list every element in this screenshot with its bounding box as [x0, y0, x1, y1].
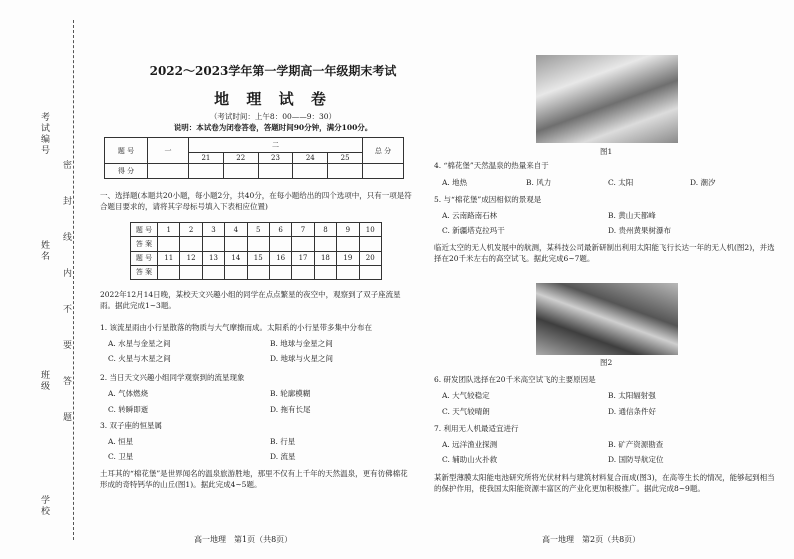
q4-option-c[interactable]: C. 太阳 — [608, 178, 634, 187]
binding-dash-line — [73, 20, 74, 540]
question-7: 7. 利用无人机最适宜进行 — [434, 424, 519, 433]
answer-qnum: 20 — [359, 251, 381, 265]
answer-cell[interactable] — [269, 265, 291, 279]
exam-title: 2022～2023学年第一学期高一年级期末考试 — [149, 64, 397, 78]
q7-option-c[interactable]: C. 辅助山火扑救 — [442, 455, 498, 464]
answer-qnum: 16 — [269, 251, 291, 265]
q3-option-b[interactable]: B. 行星 — [270, 437, 296, 446]
answer-cell[interactable] — [337, 265, 359, 279]
score-col: 23 — [258, 152, 293, 164]
answer-qnum: 18 — [314, 251, 336, 265]
answer-qnum: 14 — [225, 251, 247, 265]
answer-qnum: 10 — [359, 223, 381, 237]
exam-note: 说明：本试卷为闭卷答卷，答题时间90分钟，满分100分。 — [173, 123, 373, 132]
answer-qnum: 11 — [158, 251, 180, 265]
right-page-footer: 高一地理 第2页（共8页） — [542, 535, 641, 544]
answer-qnum: 5 — [247, 223, 269, 237]
answer-a-label: 答 案 — [131, 265, 158, 279]
answer-cell[interactable] — [202, 265, 224, 279]
question-4: 4. “棉花堡”天然温泉的热量来自于 — [434, 161, 549, 170]
q1-option-b[interactable]: B. 地球与金星之间 — [270, 339, 333, 348]
answer-cell[interactable] — [247, 265, 269, 279]
q1-option-c[interactable]: C. 火星与木星之间 — [108, 354, 171, 363]
answer-qnum: 4 — [225, 223, 247, 237]
answer-cell[interactable] — [180, 237, 202, 251]
q1-option-d[interactable]: D. 地球与火星之间 — [270, 354, 334, 363]
q2-option-d[interactable]: D. 拖有长尾 — [270, 405, 311, 414]
answer-a-label: 答 案 — [131, 237, 158, 251]
answer-cell[interactable] — [292, 237, 314, 251]
score-total: 总 分 — [363, 138, 404, 164]
q6-option-a[interactable]: A. 大气较稳定 — [442, 391, 490, 400]
q6-option-d[interactable]: D. 通信条件好 — [608, 407, 657, 416]
score-cell[interactable] — [293, 164, 328, 179]
seal-word: 密 — [61, 160, 71, 169]
answer-cell[interactable] — [359, 237, 381, 251]
answer-qnum: 13 — [202, 251, 224, 265]
figure-1-caption: 图1 — [600, 147, 613, 156]
question-3: 3. 双子座的恒星属 — [100, 421, 163, 430]
score-cell[interactable] — [258, 164, 293, 179]
score-cell[interactable] — [328, 164, 363, 179]
score-row2-label: 得 分 — [105, 164, 148, 179]
subject-title: 地 理 试 卷 — [214, 90, 332, 108]
answer-cell[interactable] — [292, 265, 314, 279]
question-5: 5. 与“棉花堡”成因相似的景观是 — [434, 195, 542, 204]
answer-cell[interactable] — [314, 237, 336, 251]
score-part1: 一 — [148, 138, 189, 164]
section1-intro: 一、选择题(本题共20小题，每小题2分，共40分，在每小题给出的四个选项中，只有一项是符合题目要求的，请将其字母标号填入下表相应位置) — [100, 191, 412, 211]
score-cell[interactable] — [363, 164, 404, 179]
question-6: 6. 研发团队选择在20千米高空试飞的主要原因是 — [434, 375, 596, 384]
q4-option-d[interactable]: D. 潮汐 — [690, 178, 716, 187]
passage-2: 土耳其的“棉花堡”是世界闻名的温泉旅游胜地，那里不仅有上千年的天然温泉，更有彷佛棉花形成的奇特钙华的山丘(图1)。据此完成4~5题。 — [100, 469, 408, 489]
binding-strip — [0, 0, 92, 559]
seal-word: 封 — [61, 196, 71, 205]
score-cell[interactable] — [189, 164, 224, 179]
question-1: 1. 该流星雨由小行星散落的物质与大气摩擦而成。太阳系的小行星带多集中分布在 — [100, 323, 373, 332]
q3-option-a[interactable]: A. 恒星 — [108, 437, 134, 446]
q5-option-c[interactable]: C. 新疆塔克拉玛干 — [442, 226, 505, 235]
left-page — [98, 0, 416, 559]
answer-cell[interactable] — [359, 265, 381, 279]
figure-2-photo — [536, 283, 678, 355]
answer-cell[interactable] — [337, 237, 359, 251]
answer-cell[interactable] — [247, 237, 269, 251]
figure-1-photo — [536, 55, 678, 143]
seal-word: 内 — [61, 268, 71, 277]
q5-option-d[interactable]: D. 贵州黄果树瀑布 — [608, 226, 672, 235]
answer-cell[interactable] — [158, 265, 180, 279]
q2-option-c[interactable]: C. 转瞬即逝 — [108, 405, 149, 414]
answer-q-label: 题 号 — [131, 223, 158, 237]
name-label: 姓名 — [39, 240, 49, 262]
answer-q-label: 题 号 — [131, 251, 158, 265]
q2-option-a[interactable]: A. 气体燃烧 — [108, 389, 149, 398]
answer-qnum: 7 — [292, 223, 314, 237]
q4-option-a[interactable]: A. 地热 — [442, 178, 468, 187]
score-col: 21 — [189, 152, 224, 164]
score-col: 22 — [223, 152, 258, 164]
answer-cell[interactable] — [225, 237, 247, 251]
passage-4: 某新型薄膜太阳能电池研究所将光伏材料与建筑材料复合而成(图3)，在高等生长的情况，能够起到相当的保护作用，使我国太阳能资源丰富区的产业化更加积极推广。据此完成8~9题。 — [434, 473, 775, 493]
seal-word: 题 — [61, 412, 71, 421]
passage-3: 临近太空的无人机发展中的航测，某科技公司最新研制出利用太阳能飞行长达一年的无人机(图2)，并选择在20千米左右的高空试飞。据此完成6~7题。 — [434, 243, 775, 263]
answer-qnum: 12 — [180, 251, 202, 265]
right-page — [430, 0, 782, 559]
seal-word: 要 — [61, 340, 71, 349]
answer-qnum: 15 — [247, 251, 269, 265]
score-table — [104, 137, 404, 179]
q3-option-c[interactable]: C. 卫星 — [108, 452, 134, 461]
answer-qnum: 17 — [292, 251, 314, 265]
class-label: 班级 — [39, 370, 49, 392]
answer-qnum: 3 — [202, 223, 224, 237]
seal-word: 答 — [61, 376, 71, 385]
score-cell[interactable] — [223, 164, 258, 179]
q6-option-c[interactable]: C. 天气较晴朗 — [442, 407, 490, 416]
exam-no-label: 考试编号 — [39, 112, 49, 156]
score-row1-label: 题 号 — [105, 138, 148, 164]
answer-qnum: 2 — [180, 223, 202, 237]
answer-cell[interactable] — [202, 237, 224, 251]
answer-qnum: 9 — [337, 223, 359, 237]
answer-cell[interactable] — [314, 265, 336, 279]
answer-cell[interactable] — [180, 265, 202, 279]
figure-2-caption: 图2 — [600, 358, 613, 367]
passage-1: 2022年12月14日晚，某校天文兴趣小组的同学在点点繁星的夜空中，观察到了双子座流星雨。据此完成1~3题。 — [100, 290, 401, 310]
score-col: 25 — [328, 152, 363, 164]
q7-option-d[interactable]: D. 国防导航定位 — [608, 455, 664, 464]
q7-option-b[interactable]: B. 矿产资源勘查 — [608, 440, 664, 449]
answer-cell[interactable] — [225, 265, 247, 279]
seal-word: 不 — [61, 304, 71, 313]
answer-qnum: 6 — [269, 223, 291, 237]
question-2: 2. 当日天文兴趣小组同学观察到的流星现象 — [100, 373, 245, 382]
q3-option-d[interactable]: D. 流星 — [270, 452, 296, 461]
score-part2: 二 — [189, 138, 363, 153]
answer-table — [130, 222, 382, 280]
score-cell[interactable] — [148, 164, 189, 179]
q7-option-a[interactable]: A. 远洋渔业探测 — [442, 440, 498, 449]
q5-option-b[interactable]: B. 黄山天都峰 — [608, 211, 656, 220]
answer-cell[interactable] — [269, 237, 291, 251]
school-label: 学校 — [39, 495, 49, 517]
answer-qnum: 1 — [158, 223, 180, 237]
q2-option-b[interactable]: B. 轮廓模糊 — [270, 389, 311, 398]
seal-word: 线 — [61, 232, 71, 241]
left-page-footer: 高一地理 第1页（共8页） — [194, 535, 293, 544]
answer-qnum: 8 — [314, 223, 336, 237]
q5-option-a[interactable]: A. 云南路南石林 — [442, 211, 498, 220]
q1-option-a[interactable]: A. 水星与金星之间 — [108, 339, 171, 348]
answer-cell[interactable] — [158, 237, 180, 251]
q4-option-b[interactable]: B. 风力 — [526, 178, 552, 187]
exam-time: （考试时间：上午8：00——9：30） — [209, 112, 337, 121]
answer-qnum: 19 — [337, 251, 359, 265]
score-col: 24 — [293, 152, 328, 164]
q6-option-b[interactable]: B. 太阳辐射强 — [608, 391, 656, 400]
